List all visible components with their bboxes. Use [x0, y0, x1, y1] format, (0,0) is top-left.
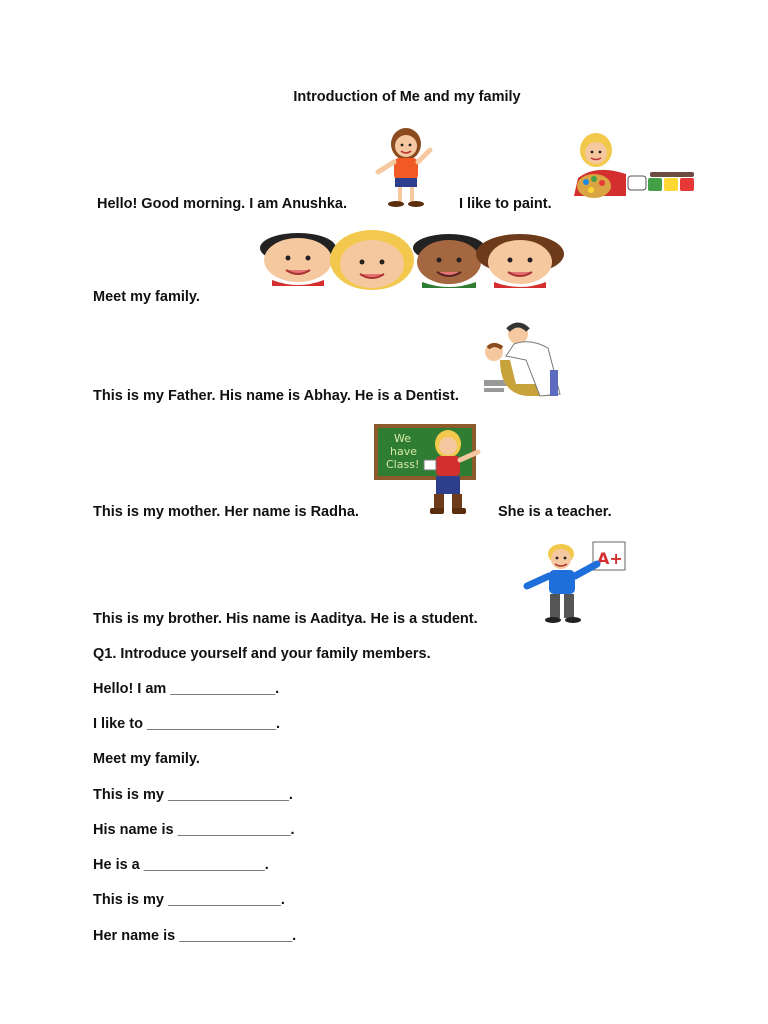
greeting-text: Hello! Good morning. I am Anushka. [97, 196, 348, 212]
exercise-line: This is my _______________. [93, 787, 293, 803]
exercise-question: Q1. Introduce yourself and your family members. [93, 646, 431, 662]
teacher-image [372, 422, 496, 520]
exercise-line: Her name is ______________. [93, 928, 297, 944]
hobby-text: I like to paint. [459, 196, 552, 212]
meet-family-text: Meet my family. [93, 289, 200, 305]
mother-text: This is my mother. Her name is Radha. [93, 504, 359, 520]
chalkboard-line-1: We [394, 432, 411, 445]
exercise-line: His name is ______________. [93, 822, 295, 838]
brother-text: This is my brother. His name is Aaditya. He is a student. [93, 611, 478, 627]
page-title: Introduction of Me and my family [293, 89, 521, 105]
exercise-line: I like to ________________. [93, 716, 281, 732]
grade-card-text: A+ [597, 549, 623, 568]
mother-job-text: She is a teacher. [498, 504, 612, 520]
family-faces-image [254, 230, 572, 302]
exercise-line: He is a _______________. [93, 857, 269, 873]
dentist-image [480, 320, 574, 404]
chalkboard-line-2: have [390, 445, 417, 458]
chalkboard-line-3: Class! [386, 458, 420, 471]
exercise-line: Hello! I am _____________. [93, 681, 280, 697]
painter-girl-image [566, 126, 706, 208]
student-image [521, 540, 629, 624]
exercise-line: Meet my family. [93, 751, 200, 767]
father-text: This is my Father. His name is Abhay. He is a Dentist. [93, 388, 459, 404]
exercise-line: This is my ______________. [93, 892, 285, 908]
girl-waving-image [360, 122, 450, 210]
